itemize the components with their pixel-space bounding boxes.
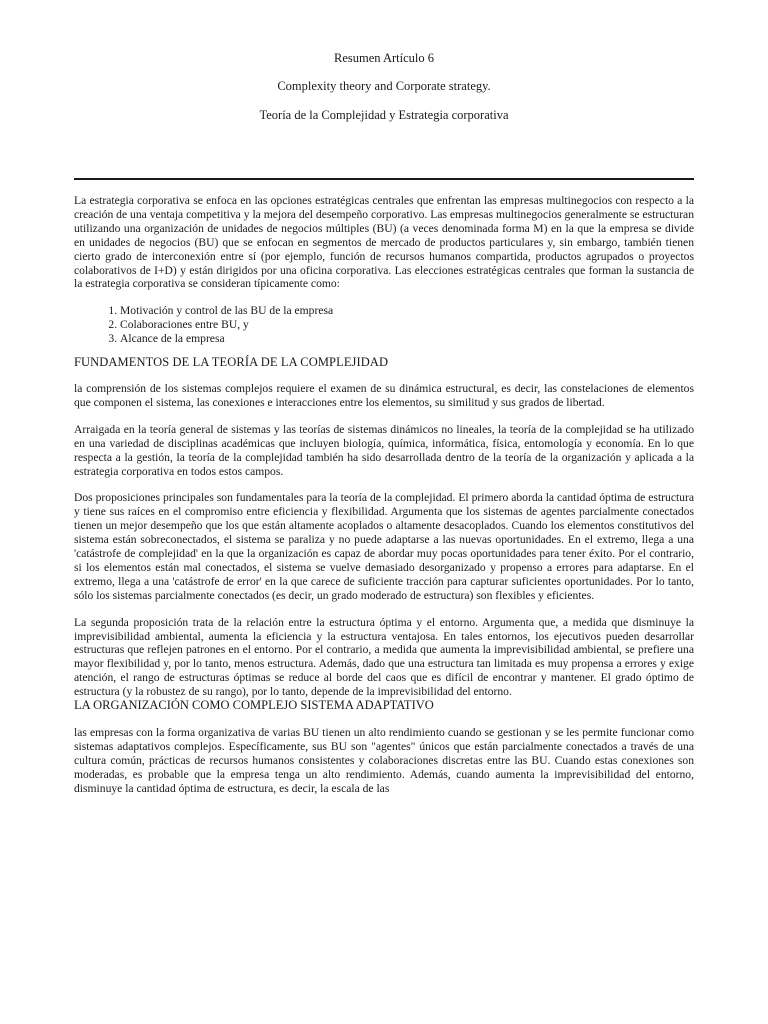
section-heading-organizacion: LA ORGANIZACIÓN COMO COMPLEJO SISTEMA ADAPTATIVO: [74, 698, 434, 713]
document-title: Teoría de la Complejidad y Estrategia corporativa: [259, 108, 509, 122]
list-item: 2. Colaboraciones entre BU, y: [120, 318, 694, 332]
intro-paragraph: La estrategia corporativa se enfoca en las opciones estratégicas centrales que enfrentan las empresas multinegocios con respecto a la creación de una ventaja competitiva y la mejora del desempeño corporativo. Las empresas multinegocios generalmente se estructuran utilizando una organización de unidades de negocios múltiples (BU) (a veces denominada forma M) en la que la empresa se divide en unidades de negocios (BU) que se enfocan en segmentos de mercado de productos particulares y, sin embargo, también tienen cierto grado de interconexión entre sí (por ejemplo, función de recursos humanos compartida, productos agrupados o proyectos colaborativos de I+D) y están dirigidos por una oficina corporativa. Las elecciones estratégicas centrales que forman la sustancia de la estrategia corporativa se consideran típicamente como:: [74, 194, 694, 291]
document-header-line-2: Complexity theory and Corporate strategy.: [277, 79, 491, 93]
list-item: 3. Alcance de la empresa: [120, 332, 694, 346]
list-item: 1. Motivación y control de las BU de la empresa: [120, 304, 694, 318]
paragraph: Dos proposiciones principales son fundamentales para la teoría de la complejidad. El primero aborda la cantidad óptima de estructura y tiene sus raíces en el compromiso entre eficiencia y flexibilidad. Argumenta que los sistemas de agentes parcialmente conectados tienen un mejor desempeño que los que están altamente acoplados o altamente desacoplados. Cuando los elementos constitutivos del sistema están sobreconectados, el sistema se paraliza y no puede adaptarse a las nuevas oportunidades. En el extremo, llega a una 'catástrofe de complejidad' en la que la organización es capaz de abordar muy pocas oportunidades para tener éxito. Por el contrario, si los elementos están mal conectados, el sistema se vuelve demasiado desorganizado y propenso a errores para adaptarse. En el extremo, llega a una 'catástrofe de error' en la que carece de suficiente tracción para capturar suficientes oportunidades. Por lo tanto, sólo los sistemas parcialmente conectados (es decir, un grado moderado de estructura) son flexibles y eficientes.: [74, 491, 694, 602]
document-header-line-1: Resumen Artículo 6: [334, 51, 434, 65]
paragraph: las empresas con la forma organizativa de varias BU tienen un alto rendimiento cuando se gestionan y se les permite funcionar como sistemas adaptativos complejos. Específicamente, sus BU son "agentes" únicos que están parcialmente conectados a través de una cultura común, prácticas de recursos humanos consistentes y colaboraciones discretas entre las BU. Cuando estas conexiones son moderadas, es probable que la empresa tenga un alto rendimiento. Además, cuando aumenta la imprevisibilidad del entorno, disminuye la cantidad óptima de estructura, es decir, la escala de las: [74, 726, 694, 795]
document-body: [74, 194, 694, 809]
paragraph: Arraigada en la teoría general de sistemas y las teorías de sistemas dinámicos no lineales, la teoría de la complejidad se ha utilizado en una variedad de disciplinas académicas que incluyen biología, química, informática, física, entomología y economía. En lo que respecta a la gestión, la teoría de la complejidad también ha sido desarrollada dentro de la teoría de la organización y aplicada a la estrategia corporativa en todos estos campos.: [74, 422, 694, 478]
strategic-choices-list: [74, 304, 694, 346]
section-heading-fundamentos: FUNDAMENTOS DE LA TEORÍA DE LA COMPLEJIDAD: [74, 355, 389, 370]
header-divider: [74, 178, 694, 180]
paragraph: la comprensión de los sistemas complejos requiere el examen de su dinámica estructural, es decir, las constelaciones de elementos que componen el sistema, las conexiones e interacciones entre los elementos, su similitud y sus grados de libertad.: [74, 381, 694, 409]
paragraph: La segunda proposición trata de la relación entre la estructura óptima y el entorno. Argumenta que, a medida que disminuye la imprevisibilidad ambiental, aumenta la eficiencia y la estructura ventajosa. En tales entornos, los ejecutivos pueden desarrollar estructuras que reflejen patrones en el entorno. Por el contrario, a medida que aumenta la imprevisibilidad ambiental, se prefiere una mayor flexibilidad y, por lo tanto, menos estructura. Además, dado que una estructura tan limitada es muy propensa a errores y exige atención, el rango de estructuras óptimas se reduce al borde del caos que es difícil de encontrar y mantener. El grado óptimo de estructura (y la robustez de su rango), por lo tanto, depende de la imprevisibilidad del entorno.: [74, 615, 694, 699]
